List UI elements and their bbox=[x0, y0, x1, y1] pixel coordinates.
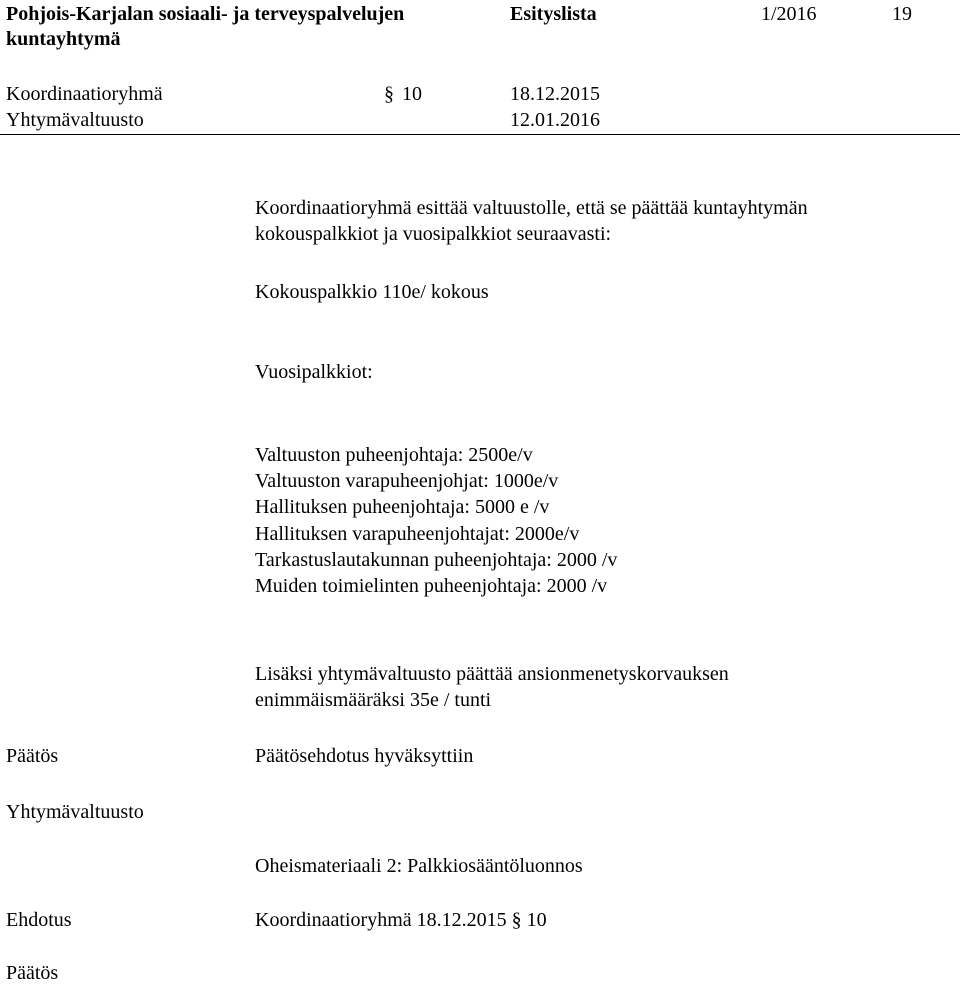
additional-compensation-line1: Lisäksi yhtymävaltuusto päättää ansionmenetyskorvauksen bbox=[255, 663, 729, 685]
annual-fee-item: Hallituksen varapuheenjohtajat: 2000e/v bbox=[255, 523, 580, 545]
meeting-fee: Kokouspalkkio 110e/ kokous bbox=[255, 281, 489, 303]
meeting-date-council: 12.01.2016 bbox=[510, 109, 600, 131]
meeting-body-coordination: Koordinaatioryhmä bbox=[6, 83, 163, 105]
section-sign: § bbox=[384, 83, 394, 105]
section-number: 10 bbox=[402, 83, 422, 105]
header-divider bbox=[0, 134, 960, 135]
attachment-reference: Oheismateriaali 2: Palkkiosääntöluonnos bbox=[255, 855, 583, 877]
organization-name-line1: Pohjois-Karjalan sosiaali- ja terveyspalvelujen bbox=[6, 3, 405, 25]
annual-fee-item: Hallituksen puheenjohtaja: 5000 e /v bbox=[255, 496, 550, 518]
motion-label: Ehdotus bbox=[6, 909, 72, 931]
motion-text: Koordinaatioryhmä 18.12.2015 § 10 bbox=[255, 909, 547, 931]
decision-text: Päätösehdotus hyväksyttiin bbox=[255, 745, 474, 767]
document-type: Esityslista bbox=[510, 3, 597, 25]
council-heading: Yhtymävaltuusto bbox=[6, 801, 144, 823]
annual-fee-item: Tarkastuslautakunnan puheenjohtaja: 2000 /v bbox=[255, 549, 618, 571]
decision-label: Päätös bbox=[6, 745, 59, 767]
additional-compensation-line2: enimmäismääräksi 35e / tunti bbox=[255, 689, 492, 711]
proposal-intro-line1: Koordinaatioryhmä esittää valtuustolle, että se päättää kuntayhtymän bbox=[255, 197, 808, 219]
annual-fee-item: Valtuuston puheenjohtaja: 2500e/v bbox=[255, 444, 533, 466]
meeting-body-council: Yhtymävaltuusto bbox=[6, 109, 144, 131]
annual-fee-item: Muiden toimielinten puheenjohtaja: 2000 /v bbox=[255, 575, 608, 597]
page-number: 19 bbox=[892, 3, 912, 25]
meeting-date-coordination: 18.12.2015 bbox=[510, 83, 600, 105]
annual-fee-item: Valtuuston varapuheenjohjat: 1000e/v bbox=[255, 470, 559, 492]
issue-number: 1/2016 bbox=[761, 3, 817, 25]
organization-name-line2: kuntayhtymä bbox=[6, 28, 121, 50]
final-decision-label: Päätös bbox=[6, 962, 59, 984]
annual-fees-heading: Vuosipalkkiot: bbox=[255, 361, 373, 383]
proposal-intro-line2: kokouspalkkiot ja vuosipalkkiot seuraavasti: bbox=[255, 223, 612, 245]
